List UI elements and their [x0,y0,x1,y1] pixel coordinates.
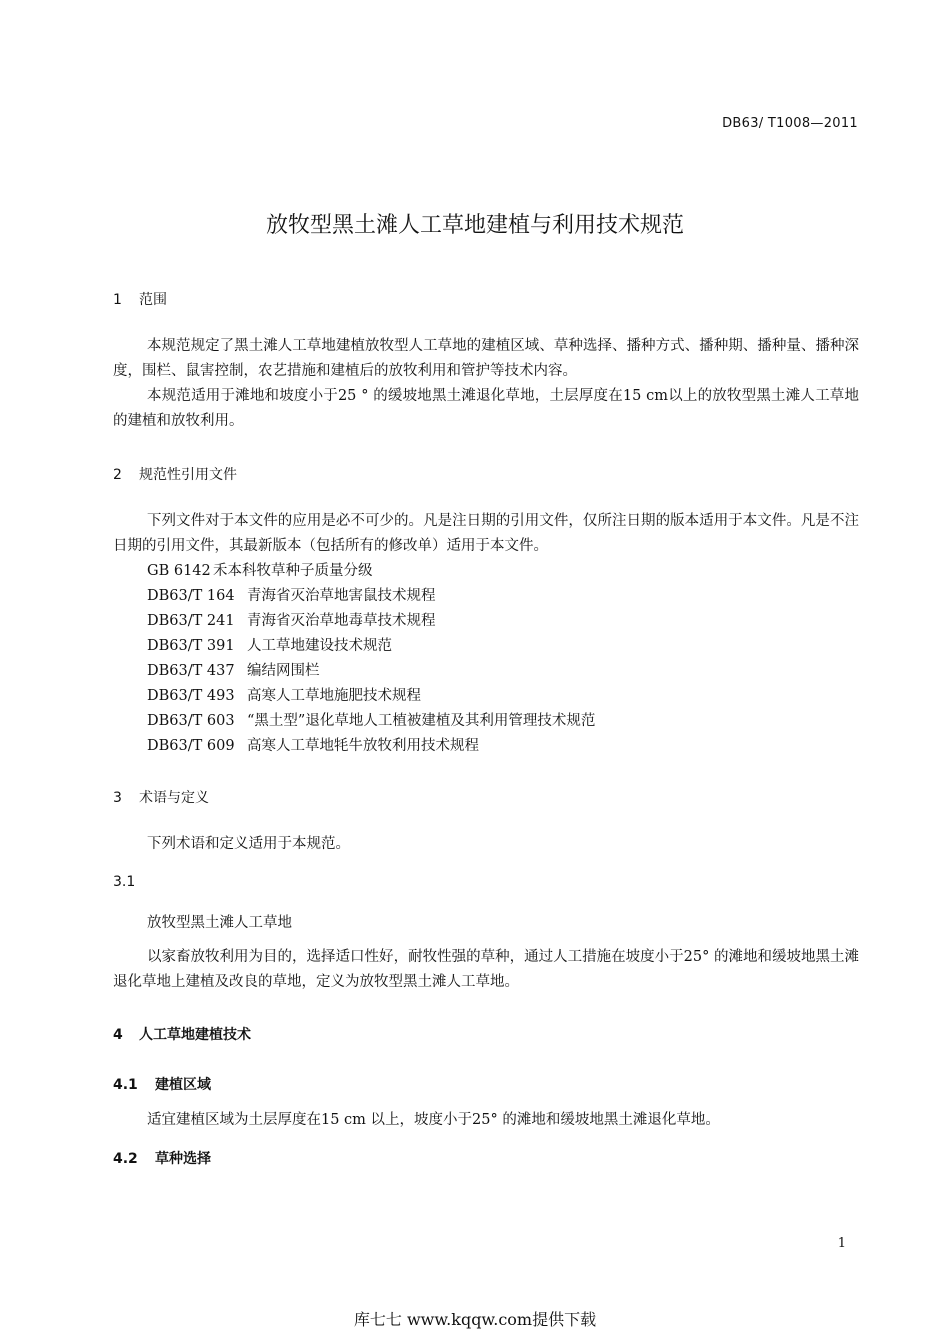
section-1-paragraph-2: 本规范适用于滩地和坡度小于25 ° 的缓坡地黑土滩退化草地，土层厚度在15 cm以上的放牧型黑土滩人工草地的建植和放牧利用。 [113,388,859,429]
subsection-number: 4.1 [113,1077,138,1093]
reference-name: 编结网围栏 [247,663,320,679]
section-4-heading [113,1024,251,1044]
reference-name: 高寒人工草地牦牛放牧利用技术规程 [247,738,479,754]
reference-item [147,584,436,605]
page-number: 1 [837,1236,846,1251]
subsection-3-1-number: 3.1 [113,874,136,890]
reference-name: “黑土型”退化草地人工植被建植及其利用管理技术规范 [247,713,596,729]
section-3-heading [113,787,209,807]
section-number: 1 [113,292,122,308]
reference-code: DB63/T 603 [147,713,235,729]
reference-item [147,609,436,630]
section-title: 规范性引用文件 [139,467,237,483]
subsection-number: 4.2 [113,1151,138,1167]
footer-watermark: 库七七 www.kqqw.com提供下载 [353,1310,597,1329]
section-1-paragraph-1: 本规范规定了黑土滩人工草地建植放牧型人工草地的建植区域、草种选择、播种方式、播种期、播种量、播种深度，围栏、鼠害控制，农艺措施和建植后的放牧利用和管护等技术内容。 [113,338,859,379]
section-title: 人工草地建植技术 [139,1027,251,1043]
section-number: 2 [113,467,122,483]
section-title: 术语与定义 [139,790,209,806]
reference-code: GB 6142 [147,563,211,579]
subsection-4-1-paragraph: 适宜建植区域为土层厚度在15 cm 以上，坡度小于25° 的滩地和缓坡地黑土滩退化草地。 [147,1112,720,1128]
reference-code: DB63/T 437 [147,663,235,679]
reference-code: DB63/T 164 [147,588,235,604]
reference-item [147,659,320,680]
reference-item [147,684,421,705]
section-1-heading [113,289,167,309]
subsection-title: 草种选择 [155,1151,211,1167]
reference-name: 高寒人工草地施肥技术规程 [247,688,421,704]
reference-name: 人工草地建设技术规范 [247,638,392,654]
subsection-4-1-heading [113,1074,211,1094]
reference-item [147,559,373,580]
document-code: DB63/ T1008—2011 [722,116,858,131]
reference-item [147,709,595,730]
document-title: 放牧型黑土滩人工草地建植与利用技术规范 [265,213,684,238]
subsection-4-2-heading [113,1148,211,1168]
term-definition: 以家畜放牧利用为目的，选择适口性好，耐牧性强的草种，通过人工措施在坡度小于25° 的滩地和缓坡地黑土滩退化草地上建植及改良的草地，定义为放牧型黑土滩人工草地。 [113,949,859,990]
term-name: 放牧型黑土滩人工草地 [147,915,292,931]
reference-code: DB63/T 609 [147,738,235,754]
section-2-heading [113,464,237,484]
reference-code: DB63/T 391 [147,638,235,654]
reference-name: 青海省灭治草地毒草技术规程 [247,613,436,629]
section-3-paragraph-1: 下列术语和定义适用于本规范。 [147,836,350,852]
reference-code: DB63/T 493 [147,688,235,704]
section-number: 3 [113,790,122,806]
section-title: 范围 [139,292,167,308]
section-2-paragraph-1: 下列文件对于本文件的应用是必不可少的。凡是注日期的引用文件，仅所注日期的版本适用于本文件。凡是不注日期的引用文件，其最新版本（包括所有的修改单）适用于本文件。 [113,513,859,554]
reference-item [147,734,479,755]
subsection-title: 建植区域 [155,1077,211,1093]
reference-code: DB63/T 241 [147,613,235,629]
reference-item [147,634,392,655]
reference-name: 青海省灭治草地害鼠技术规程 [247,588,436,604]
reference-name: 禾本科牧草种子质量分级 [213,563,373,579]
section-number: 4 [113,1027,123,1043]
